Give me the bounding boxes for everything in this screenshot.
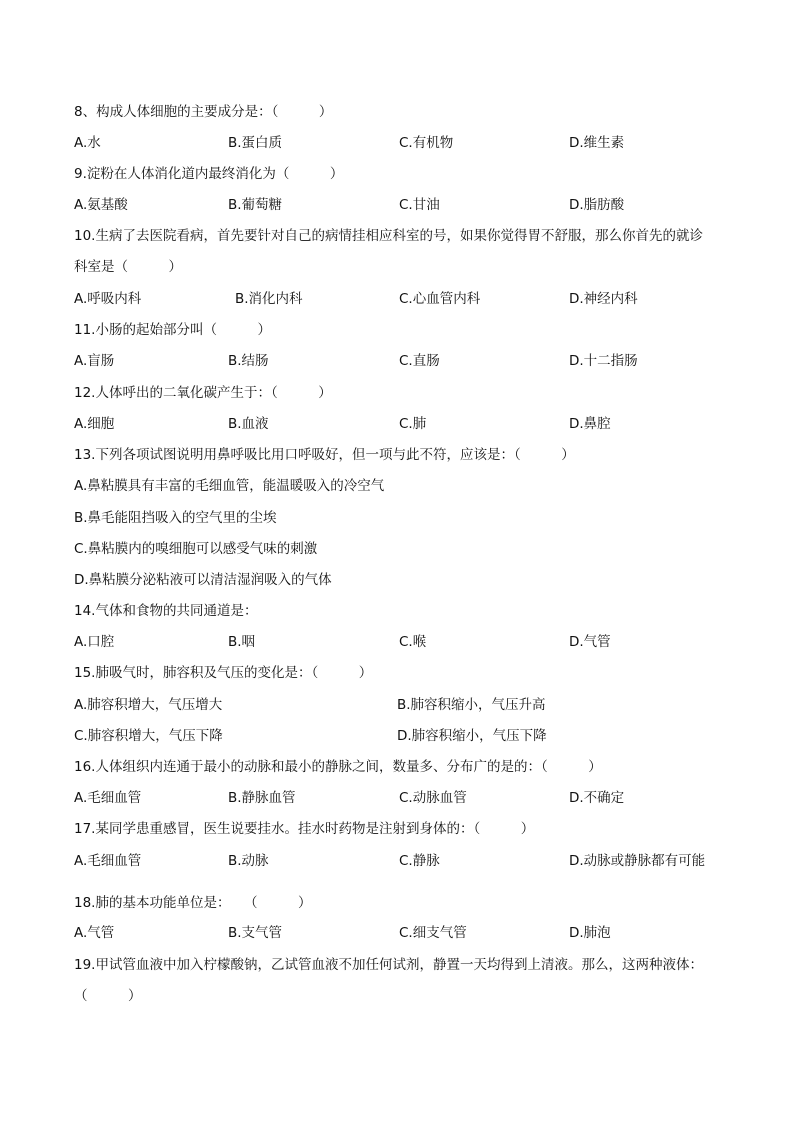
question-14-option-d: D.气管 [569,634,611,650]
question-10-option-b: B.消化内科 [235,291,303,307]
question-10-stem-line1: 10.生病了去医院看病，首先要针对自己的病情挂相应科室的号，如果你觉得胃不舒服，那么你首先的就诊 [74,228,703,244]
question-9-option-d: D.脂肪酸 [569,197,625,213]
question-18-option-c: C.细支气管 [399,925,467,941]
question-8-option-d: D.维生素 [569,135,625,151]
question-18-option-b: B.支气管 [228,925,283,941]
question-13-stem: 13.下列各项试图说明用鼻呼吸比用口呼吸好，但一项与此不符，应该是：（ ） [74,447,575,463]
question-15-option-a: A.肺容积增大，气压增大 [74,697,223,713]
question-17-option-d: D.动脉或静脉都有可能 [569,853,706,869]
question-15-option-d: D.肺容积缩小，气压下降 [397,728,547,744]
question-19-stem-line1: 19.甲试管血液中加入柠檬酸钠，乙试管血液不加任何试剂，静置一天均得到上清液。那么，这两种液体： [74,957,703,973]
question-14-option-a: A.口腔 [74,634,115,650]
question-8-stem: 8、构成人体细胞的主要成分是：（ ） [74,104,333,120]
question-13-option-b: B.鼻毛能阻挡吸入的空气里的尘埃 [74,510,277,526]
question-10-option-a: A.呼吸内科 [74,291,142,307]
question-8-option-a: A.水 [74,135,101,151]
question-14-stem: 14.气体和食物的共同通道是： [74,603,258,619]
question-11-stem: 11.小肠的起始部分叫（ ） [74,322,271,338]
question-15-option-c: C.肺容积增大，气压下降 [74,728,223,744]
question-13-option-d: D.鼻粘膜分泌粘液可以清洁湿润吸入的气体 [74,572,332,588]
question-11-option-d: D.十二指肠 [569,353,638,369]
question-17-option-c: C.静脉 [399,853,440,869]
question-14-option-b: B.咽 [228,634,256,650]
question-11-option-c: C.直肠 [399,353,440,369]
question-15-option-b: B.肺容积缩小，气压升高 [397,697,546,713]
question-10-option-d: D.神经内科 [569,291,638,307]
question-16-option-b: B.静脉血管 [228,790,296,806]
question-11-option-a: A.盲肠 [74,353,115,369]
question-15-stem: 15.肺吸气时，肺容积及气压的变化是：（ ） [74,665,373,681]
question-18-option-a: A.气管 [74,925,115,941]
question-8-option-b: B.蛋白质 [228,135,283,151]
question-8-option-c: C.有机物 [399,135,454,151]
question-12-stem: 12.人体呼出的二氧化碳产生于：（ ） [74,385,332,401]
question-10-stem-line2: 科室是（ ） [74,259,182,275]
question-13-option-a: A.鼻粘膜具有丰富的毛细血管，能温暖吸入的冷空气 [74,478,385,494]
question-17-option-b: B.动脉 [228,853,269,869]
question-17-stem: 17.某同学患重感冒，医生说要挂水。挂水时药物是注射到身体的：（ ） [74,821,535,837]
question-9-stem: 9.淀粉在人体消化道内最终消化为（ ） [74,166,344,182]
question-12-option-b: B.血液 [228,416,269,432]
question-9-option-a: A.氨基酸 [74,197,128,213]
question-9-option-c: C.甘油 [399,197,440,213]
question-16-option-c: C.动脉血管 [399,790,467,806]
question-16-stem: 16.人体组织内连通于最小的动脉和最小的静脉之间，数量多、分布广的是的：（ ） [74,759,602,775]
question-12-option-a: A.细胞 [74,416,115,432]
question-14-option-c: C.喉 [399,634,427,650]
question-19-stem-line2: （ ） [74,988,142,1004]
question-18-option-d: D.肺泡 [569,925,611,941]
question-11-option-b: B.结肠 [228,353,269,369]
question-16-option-a: A.毛细血管 [74,790,142,806]
question-17-option-a: A.毛细血管 [74,853,142,869]
question-10-option-c: C.心血管内科 [399,291,481,307]
question-18-stem: 18.肺的基本功能单位是： （ ） [74,895,312,911]
question-9-option-b: B.葡萄糖 [228,197,283,213]
question-12-option-d: D.鼻腔 [569,416,611,432]
question-13-option-c: C.鼻粘膜内的嗅细胞可以感受气味的刺激 [74,541,318,557]
question-12-option-c: C.肺 [399,416,427,432]
question-16-option-d: D.不确定 [569,790,625,806]
